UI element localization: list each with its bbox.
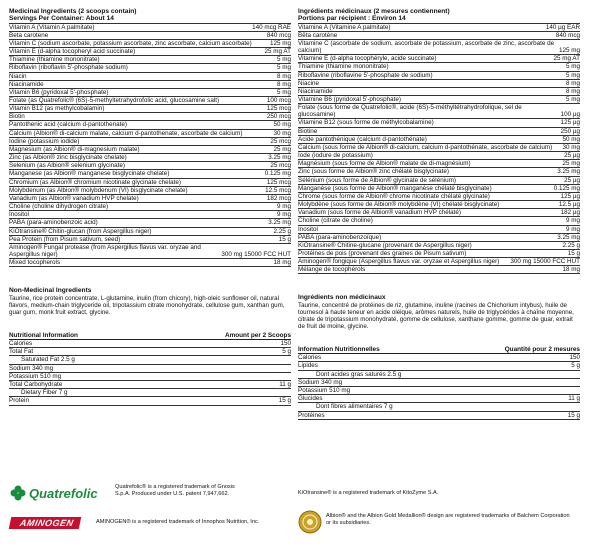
ingredient-row: [298, 217, 580, 225]
ingredient-row: [9, 203, 291, 211]
nutrition-row: [298, 403, 580, 411]
ingredient-name: Pea Protein (from Pisum sativum, seed): [9, 235, 121, 243]
ingredient-row: [9, 97, 291, 105]
ingredient-name: Molybdène (sous forme de Albion® molybdène (VI) chélaté bisglycinate): [298, 201, 500, 209]
ingredient-name: Vitamin A (Vitamin A palmitate): [9, 23, 95, 31]
nutrition-header-fr: [298, 346, 580, 354]
ingredient-amount: 300 mg 15000 FCC HUT: [510, 258, 580, 266]
ingredient-amount: 15 g: [567, 249, 580, 257]
nutrition-name: Potassium 510 mg: [298, 387, 351, 395]
ingredient-name: Inositol: [9, 211, 29, 219]
ingredient-name: Iode (iodure de potassium): [298, 152, 373, 160]
ingredient-amount: 100 mcg: [266, 97, 291, 104]
nutrition-amount: 11 g: [279, 381, 291, 389]
ingredient-amount: 2.25 g: [562, 241, 580, 249]
ingredient-row: [298, 209, 580, 217]
ingredient-name: Vitamin B12 (as methylcobalamin): [9, 105, 105, 113]
ingredient-name: Vitamine E (d-alpha tocophéryle, acide succinate): [298, 55, 437, 63]
ingredient-row: [298, 72, 580, 80]
nonmedicinal-title-en: Non-Medicinal Ingredients: [9, 287, 92, 295]
ingredient-row: [298, 63, 580, 71]
ingredient-name: Vitamine C (ascorbate de sodium, ascorbate de potassium, ascorbate de zinc, ascorbate de calcium): [298, 39, 555, 55]
ingredient-row: [9, 40, 291, 48]
ingredient-name: Biotine: [298, 127, 318, 135]
ingredient-name: Riboflavin (riboflavin 5'-phosphate sodium): [9, 64, 128, 72]
ingredient-amount: 30 mg: [562, 143, 580, 151]
ingredient-name: Vitamin B6 (pyridoxal 5'-phosphate): [9, 88, 109, 96]
ingredient-row: [9, 48, 291, 56]
medicinal-ingredients-title: Medicinal Ingredients (2 scoops contain): [9, 8, 137, 15]
nutrition-name: Total Carbohydrate: [9, 381, 63, 389]
ingredient-name: Mélange de tocophérols: [298, 266, 366, 274]
ingredient-row: [9, 32, 291, 40]
nonmedicinal-text-fr: Taurine, concentré de protéines de riz, glutamine, inuline (racines de Chichorium intybus), huile de tournesol à haute teneur en acide oléique, arômes naturels, huile de triglycérides à chaîne moyenne, citrate de tripotassium monohydraté, gomme de cellulose, xanthane gomme, gomme de guar, extrait de fruit de moine, glycine.: [298, 301, 574, 331]
ingredient-row: [298, 55, 580, 63]
nutrition-row: [298, 362, 580, 370]
ingredient-row: [9, 211, 291, 219]
ingredient-amount: 3.25 mg: [557, 233, 580, 241]
nutrition-row: [298, 412, 580, 420]
ingredient-row: [9, 244, 291, 259]
ingredient-amount: 25 mg: [562, 160, 580, 168]
ingredient-amount: 250 mcg: [266, 113, 291, 121]
ingredient-amount: 25 mcg: [270, 162, 291, 170]
ingredient-amount: 18 mg: [273, 259, 291, 267]
ingredient-name: Inositol: [298, 225, 318, 233]
ingredient-amount: 5 mg: [277, 88, 291, 96]
ingredient-amount: 25 mg: [273, 145, 291, 153]
ingredient-amount: 5 mg: [566, 71, 580, 79]
aminogen-logo-text: AMINOGEN: [9, 517, 81, 529]
ingredient-name: Thiamine (thiamine mononitrate): [9, 56, 100, 64]
ingredient-amount: 9 mg: [277, 211, 291, 219]
ingredient-amount: 125 mcg: [266, 178, 291, 186]
ingredient-amount: 15 g: [278, 235, 291, 243]
ingredient-name: Aminogen® fongique (Aspergillus flavus var. oryzae et Aspergillus niger): [298, 258, 500, 266]
nutrition-title-en: Nutritional Information: [9, 331, 78, 339]
ingredient-amount: 182 mcg: [266, 194, 291, 202]
ingredient-name: Aminogen® Fungal protease (from Aspergillus flavus var. oryzae and Aspergillus niger): [9, 243, 201, 258]
ingredient-name: Niacinamide: [9, 80, 44, 88]
ingredient-name: Riboflavine (riboflavine 5'-phosphate de sodium): [298, 71, 433, 79]
ingredient-row: [298, 40, 580, 55]
nutrition-name: Lipides: [298, 362, 318, 370]
nutrition-list-en: [9, 340, 291, 406]
ingredient-amount: 5 mg: [566, 96, 580, 103]
ingredient-amount: 125 µg: [560, 119, 580, 127]
nutrition-row: [298, 395, 580, 403]
ingredient-amount: 25 mg AT: [553, 55, 580, 63]
nutrition-row: [9, 356, 291, 364]
nutrition-amount: 15 g: [567, 411, 580, 419]
ingredient-name: PABA (para-aminobenzoïque): [298, 233, 382, 241]
ingredient-row: [298, 258, 580, 266]
ingredient-row: [9, 146, 291, 154]
ingredient-row: [9, 89, 291, 97]
ingredient-row: [9, 228, 291, 236]
nutrition-name: Total Fat: [9, 348, 34, 356]
ingredient-amount: 3.25 mg: [557, 168, 580, 176]
ingredient-name: Thiamine (thiamine mononitrate): [298, 63, 389, 71]
nutrition-amount: 150: [280, 340, 291, 348]
nutrition-row: [298, 371, 580, 379]
ingredient-name: Sélénium (sous forme de Albion® glycinate de sélénium): [298, 176, 456, 184]
nutrition-row: [9, 381, 291, 389]
quatrefolic-logo-text: Quatrefolic: [29, 485, 98, 501]
ingredient-row: [298, 250, 580, 258]
ingredient-amount: 25 µg: [564, 176, 580, 184]
clover-icon: [10, 485, 26, 501]
ingredient-list-en: [9, 24, 291, 268]
ingredient-amount: 50 mg: [273, 121, 291, 129]
ingredient-amount: 25 mcg: [270, 137, 291, 145]
ingredient-name: Mixed tocopherols: [9, 259, 61, 267]
ingredient-row: [9, 170, 291, 178]
ingredient-amount: 25 mg AT: [264, 48, 291, 56]
ingredient-row: [9, 259, 291, 267]
ingredient-name: Biotin: [9, 113, 25, 121]
ingredient-amount: 5 mg: [566, 63, 580, 71]
ingredient-name: Vitamin E (d-alpha tocopheryl acid succinate): [9, 48, 136, 56]
ingredient-amount: 140 mcg RAE: [252, 23, 291, 31]
ingredient-row: [298, 168, 580, 176]
ingredient-row: [9, 73, 291, 81]
ingredient-name: Protéines de pois (provenant des graines de Pisum sativum): [298, 249, 467, 257]
nutrition-amount: 5 g: [571, 362, 580, 370]
ingredient-amount: 8 mg: [277, 72, 291, 80]
ingredient-row: [9, 187, 291, 195]
nutrition-row: [9, 348, 291, 356]
ingredient-name: Choline (citrate de choline): [298, 217, 373, 225]
ingredient-amount: 5 mg: [277, 64, 291, 72]
ingredient-row: [298, 104, 580, 119]
nutrition-header-en: [9, 332, 291, 340]
ingredient-name: Vitamine A (Vitamine A palmitate): [298, 23, 391, 31]
ingredient-row: [9, 24, 291, 32]
ingredient-name: Niacin: [9, 72, 27, 80]
quatrefolic-logo: [10, 485, 98, 501]
servings-per-container: Servings Per Container: About 14: [9, 15, 291, 23]
nutrition-amount: 11 g: [568, 395, 580, 403]
ingredient-amount: 840 mcg: [266, 31, 291, 39]
ingredient-amount: 3.25 mg: [268, 219, 291, 227]
ingredient-amount: 125 µg: [560, 192, 580, 200]
nutrition-amount: 150: [569, 354, 580, 362]
ingredient-name: Chromium (as Albion® chromium nicotinate glycinate chelate): [9, 178, 181, 186]
ingredient-name: Bêta carotène: [298, 31, 338, 39]
ingredient-amount: 125 mg: [269, 39, 291, 47]
ingredient-row: [298, 32, 580, 40]
ingredient-amount: 8 mg: [566, 87, 580, 95]
ingredient-amount: 125 mcg: [266, 105, 291, 113]
ingredient-amount: 182 µg: [560, 209, 580, 217]
nutrition-list-fr: [298, 354, 580, 420]
ingredient-name: KiOtransine® Chitine-glucane (provenant de Aspergillus niger): [298, 241, 472, 249]
ingredient-row: [9, 81, 291, 89]
ingredient-row: [298, 193, 580, 201]
ingredient-name: Pantothenic acid (calcium d-pantothenate): [9, 121, 127, 129]
quatrefolic-note: Quatrefolic® is a registered trademark of Gnosis S.p.A. Produced under U.S. patent 7,947,662.: [115, 484, 235, 497]
ingredient-name: Beta carotene: [9, 31, 49, 39]
nutrition-row: [9, 373, 291, 381]
ingredient-row: [9, 56, 291, 64]
ingredient-row: [298, 266, 580, 274]
nutrition-row: [298, 354, 580, 362]
ingredient-amount: 30 mg: [273, 129, 291, 137]
nutrition-name: Saturated Fat 2.5 g: [21, 356, 75, 364]
ingredient-name: Vanadium (as Albion® vanadium HVP chelate): [9, 194, 139, 202]
ingredient-row: [9, 130, 291, 138]
ingredient-row: [9, 105, 291, 113]
nutrition-name: Potassium 510 mg: [9, 372, 62, 380]
ingredient-row: [9, 121, 291, 129]
ingredient-row: [9, 179, 291, 187]
ingredient-name: Magnésium (sous forme de Albion® malate de di-magnésium): [298, 160, 471, 168]
ingredient-amount: 18 mg: [562, 266, 580, 274]
nutrition-name: Dont fibres alimentaires 7 g: [316, 403, 393, 411]
nutrition-amount: 15 g: [278, 397, 291, 405]
ingredient-amount: 140 µg EAR: [545, 23, 580, 31]
ingredient-name: Manganese (as Albion® manganese bisglycinate chelate): [9, 170, 170, 178]
ingredient-amount: 12.5 µg: [558, 201, 580, 209]
nutrition-row: [9, 389, 291, 397]
ingredient-name: Zinc (sous forme de Albion® zinc chélaté bisglycinate): [298, 168, 449, 176]
ingredient-row: [9, 236, 291, 244]
ingredient-amount: 50 mg: [562, 135, 580, 143]
ingredient-amount: 12.5 mcg: [265, 186, 291, 194]
ingredient-row: [298, 226, 580, 234]
nutrition-title-fr: Information Nutritionnelles: [298, 346, 380, 354]
ingredient-amount: 125 mg: [558, 47, 580, 55]
ingredient-amount: 8 mg: [566, 79, 580, 87]
english-column: [9, 8, 291, 406]
ingredient-amount: 2.25 g: [273, 227, 291, 235]
french-column: [298, 8, 580, 420]
ingredient-row: [298, 24, 580, 32]
nutrition-row: [298, 387, 580, 395]
ingredient-name: Folate (sous forme de Quatrefolic®, acide (6S)-5-méthyltétrahydrofolique, sel de glucosamine): [298, 104, 522, 119]
ingredient-row: [298, 96, 580, 104]
nutrition-row: [9, 365, 291, 373]
ingredient-amount: 9 mg: [566, 225, 580, 233]
ingredient-row: [9, 113, 291, 121]
ingredient-name: Vitamin C (sodium ascorbate, potassium ascorbate, zinc ascorbate, calcium ascorbate): [9, 39, 252, 47]
nutrition-name: Glucides: [298, 395, 323, 403]
nutrition-name: Protéines: [298, 411, 325, 419]
kiotransine-note: KiOtransine® is a registered trademark of KitoZyme S.A.: [298, 490, 439, 496]
ingredient-name: Iodine (potassium iodide): [9, 137, 80, 145]
ingredient-row: [298, 201, 580, 209]
ingredient-name: KiOtransine® Chitin-glucan (from Aspergillus niger): [9, 227, 152, 235]
ingredient-name: Calcium (Albion® di-calcium malate, calcium d-pantothenate, ascorbate de calcium): [9, 129, 243, 137]
ingredient-name: Molybdenum (as Albion® molybdenum (VI) bisglycinate chelate): [9, 186, 188, 194]
nutrition-name: Calories: [9, 340, 33, 348]
nonmedicinal-title-fr: Ingrédients non médicinaux: [298, 294, 386, 302]
ingredient-name: Vitamine B6 (pyridoxal 5'-phosphate): [298, 96, 401, 103]
ingredient-amount: 0.125 mg: [553, 184, 580, 192]
ingredient-name: Niacinamide: [298, 87, 333, 95]
nutrition-name: Sodium 340 mg: [298, 378, 343, 386]
ingredient-row: [298, 234, 580, 242]
nutrition-name: Sodium 340 mg: [9, 364, 54, 372]
ingredient-row: [298, 119, 580, 127]
nutrition-name: Dont acides gras saturés 2.5 g: [316, 370, 402, 378]
ingredient-row: [298, 88, 580, 96]
nonmedicinal-text-en: Taurine, rice protein concentrate, L-glutamine, inulin (from chicory), high-oleic sunflower oil, natural flavors, medium-chain triglyceride oil, tripotassium citrate monohydrate, cellulose gum, xanthan gum, guar gum, monk fruit extract, glycine.: [9, 294, 285, 316]
ingredient-amount: 25 µg: [564, 152, 580, 160]
ingredient-amount: 840 mcg: [555, 31, 580, 39]
ingredient-amount: 300 mg 15000 FCC HUT: [221, 250, 291, 258]
aminogen-logo: [10, 517, 80, 529]
ingredient-list-fr: [298, 24, 580, 275]
albion-medallion-icon: [298, 510, 322, 534]
ingredient-name: Calcium (sous forme de Albion® di-calcium, calcium d-pantothénate, ascorbate de calcium): [298, 143, 553, 151]
ingredient-name: Selenium (as Albion® selenium glycinate): [9, 162, 125, 170]
ingredient-name: Zinc (as Albion® zinc bisglycinate chelate): [9, 154, 127, 162]
ingredient-amount: 250 µg: [560, 127, 580, 135]
ingredient-row: [298, 136, 580, 144]
ingredient-row: [298, 185, 580, 193]
ingredient-name: Acide pantothénique (calcium d-pantothénate): [298, 135, 427, 143]
ingredient-name: Choline (choline dihydrogen citrate): [9, 203, 109, 211]
ingredient-row: [298, 128, 580, 136]
ingredient-name: PABA (para-aminobenzoic acid): [9, 219, 98, 227]
ingredient-name: Magnesium (as Albion® di-magnesium malate): [9, 145, 140, 153]
nutrition-amount-label-fr: Quantité pour 2 mesures: [504, 346, 580, 354]
ingredient-name: Manganèse (sous forme de Albion® manganèse chélaté bisglycinate): [298, 184, 492, 192]
ingredient-amount: 9 mg: [566, 217, 580, 225]
ingredient-amount: 5 mg: [277, 56, 291, 64]
ingredient-row: [298, 144, 580, 152]
ingredient-row: [9, 195, 291, 203]
nutrition-row: [9, 340, 291, 348]
nutrition-row: [298, 379, 580, 387]
ingredient-row: [298, 177, 580, 185]
ingredient-row: [298, 242, 580, 250]
nutrition-name: Calories: [298, 354, 322, 362]
ingredient-name: Chrome (sous forme de Albion® chrome nicotinate chélaté glycinate): [298, 192, 490, 200]
nutrition-row: [9, 397, 291, 405]
ingredient-amount: 0.125 mg: [264, 170, 291, 178]
nutrition-amount: 5 g: [282, 348, 291, 356]
ingredient-name: Niacine: [298, 79, 319, 87]
ingredient-amount: 8 mg: [277, 80, 291, 88]
ingredient-amount: 100 µg: [560, 111, 580, 119]
ingredient-name: Vanadium (sous forme de Albion® vanadium HVP chélaté): [298, 209, 461, 217]
ingredient-row: [9, 64, 291, 72]
ingredient-name: Folate (as Quatrefolic® (6S)-5-methyltetrahydrofolic acid, glucosamine salt): [9, 97, 220, 104]
ingredient-row: [9, 138, 291, 146]
ingredient-name: Vitamine B12 (sous forme de méthylcobalamine): [298, 119, 434, 127]
aminogen-note: AMINOGEN® is a registered trademark of Innophos Nutrition, Inc.: [96, 519, 260, 525]
ingredient-amount: 9 mg: [277, 203, 291, 211]
ingredient-row: [298, 80, 580, 88]
nutrition-amount-label-en: Amount per 2 Scoops: [224, 331, 291, 339]
nutrition-name: Dietary Fiber 7 g: [21, 389, 68, 397]
ingredient-row: [9, 219, 291, 227]
medicinal-ingredients-title-fr: Ingrédients médicinaux (2 mesures contiennent): [298, 8, 450, 15]
ingredient-amount: 3.25 mg: [268, 154, 291, 162]
nutrition-name: Protein: [9, 397, 29, 405]
servings-per-container-fr: Portions par récipient : Environ 14: [298, 15, 580, 23]
albion-note: Albion® and the Albion Gold Medallion® design are registered trademarks of Balchem Corporation or its subsidiaries.: [326, 513, 570, 526]
